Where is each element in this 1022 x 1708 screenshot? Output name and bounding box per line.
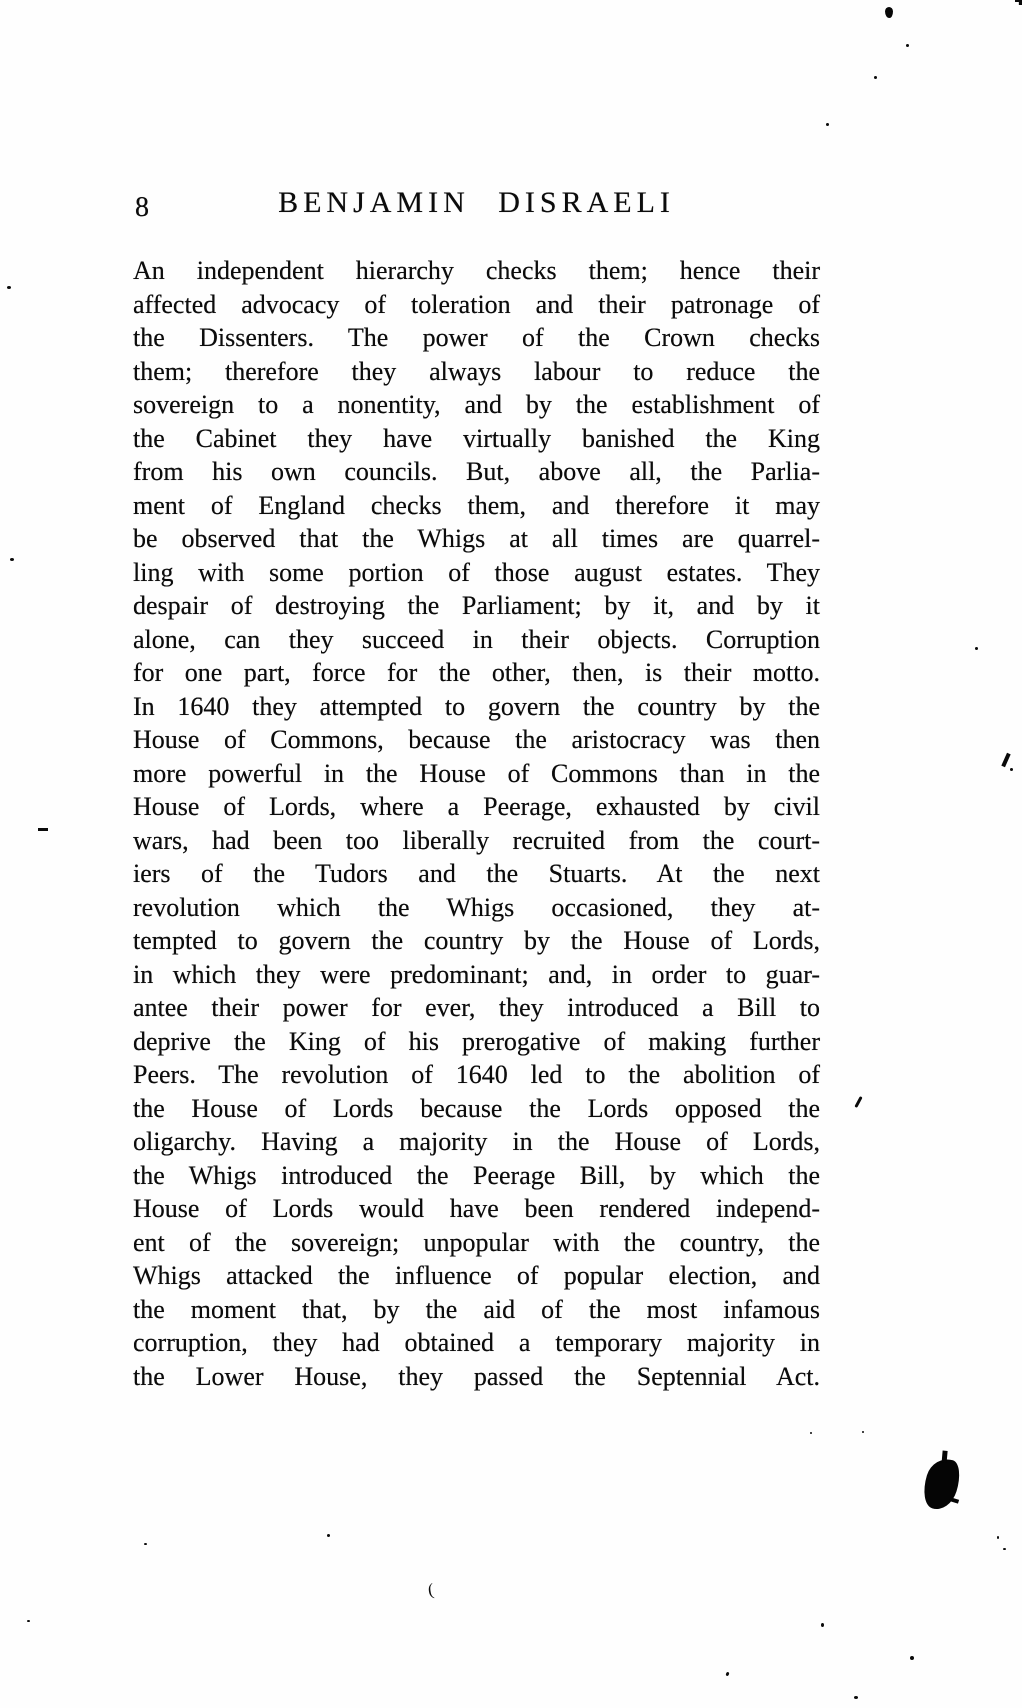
page-number: 8 <box>135 192 149 223</box>
dash-mark <box>38 828 48 831</box>
ink-speck <box>327 1534 330 1537</box>
text-line: deprive the King of his prerogative of making further <box>133 1026 820 1056</box>
ink-speck <box>27 1620 30 1622</box>
ink-blot <box>918 1454 965 1513</box>
corner-scan-mark <box>1015 0 1022 5</box>
ink-speck <box>7 286 11 289</box>
text-line: in which they were predominant; and, in order to guar- <box>133 959 820 989</box>
curl-scan-mark: ( <box>426 1579 435 1600</box>
text-line: tempted to govern the country by the House of Lords, <box>133 926 820 955</box>
text-line: oligarchy. Having a majority in the House of Lords, <box>133 1127 820 1156</box>
text-line: the Dissenters. The power of the Crown checks <box>133 323 820 352</box>
ink-speck <box>1003 1548 1006 1550</box>
text-line: affected advocacy of toleration and their patronage of <box>133 289 820 319</box>
text-line: revolution which the Whigs occasioned, they at- <box>133 892 820 922</box>
text-line: wars, had been too liberally recruited from the court- <box>133 825 820 855</box>
text-line: Peers. The revolution of 1640 led to the abolition of <box>133 1060 820 1089</box>
ink-drop-mark <box>885 7 893 18</box>
text-line: them; therefore they always labour to reduce the <box>133 356 820 386</box>
ink-speck <box>810 1432 812 1434</box>
ink-speck <box>821 1623 824 1627</box>
text-line: In 1640 they attempted to govern the country by the <box>133 691 820 721</box>
ink-speck <box>906 44 909 47</box>
ink-speck <box>910 1656 914 1660</box>
text-line: Whigs attacked the influence of popular election, and <box>133 1261 820 1290</box>
text-line: the Lower House, they passed the Septennial Act. <box>133 1361 820 1391</box>
text-line: sovereign to a nonentity, and by the establishment of <box>133 390 820 419</box>
ink-speck <box>854 1696 858 1699</box>
text-line: despair of destroying the Parliament; by it, and by it <box>133 591 820 620</box>
text-line: the House of Lords because the Lords opposed the <box>133 1093 820 1123</box>
ink-speck <box>144 1543 147 1545</box>
running-title: BENJAMIN DISRAELI <box>278 186 675 219</box>
ink-speck <box>826 123 829 126</box>
text-line: alone, can they succeed in their objects. Corruption <box>133 624 820 654</box>
text-line: the Whigs introduced the Peerage Bill, by which the <box>133 1160 820 1190</box>
text-line: the moment that, by the aid of the most infamous <box>133 1294 820 1324</box>
ink-speck <box>874 76 877 79</box>
text-line: ment of England checks them, and therefore it may <box>133 490 820 520</box>
tick-mark <box>854 1096 862 1108</box>
text-line: be observed that the Whigs at all times are quarrel- <box>133 524 820 553</box>
ink-speck <box>997 1536 999 1539</box>
text-line: the Cabinet they have virtually banished the King <box>133 423 820 453</box>
ink-speck <box>862 1431 864 1433</box>
text-line: ent of the sovereign; unpopular with the country, the <box>133 1227 820 1257</box>
ink-speck <box>975 647 978 650</box>
text-line: for one part, force for the other, then, is their motto. <box>133 658 820 687</box>
text-line: House of Lords would have been rendered independ- <box>133 1194 820 1223</box>
text-line: more powerful in the House of Commons than in the <box>133 758 820 788</box>
body-text <box>133 254 820 1393</box>
running-header <box>133 186 820 226</box>
text-line: iers of the Tudors and the Stuarts. At the next <box>133 859 820 888</box>
text-line: from his own councils. But, above all, the Parlia- <box>133 457 820 486</box>
text-line: An independent hierarchy checks them; hence their <box>133 256 820 285</box>
ink-speck <box>10 558 14 561</box>
ink-speck <box>725 1672 729 1677</box>
text-line: ling with some portion of those august estates. They <box>133 557 820 587</box>
ink-speck <box>1010 768 1013 771</box>
scratch-mark <box>1001 753 1010 767</box>
text-line: corruption, they had obtained a temporary majority in <box>133 1328 820 1357</box>
text-line: antee their power for ever, they introduced a Bill to <box>133 993 820 1022</box>
text-line: House of Lords, where a Peerage, exhausted by civil <box>133 792 820 821</box>
text-line: House of Commons, because the aristocracy was then <box>133 725 820 754</box>
